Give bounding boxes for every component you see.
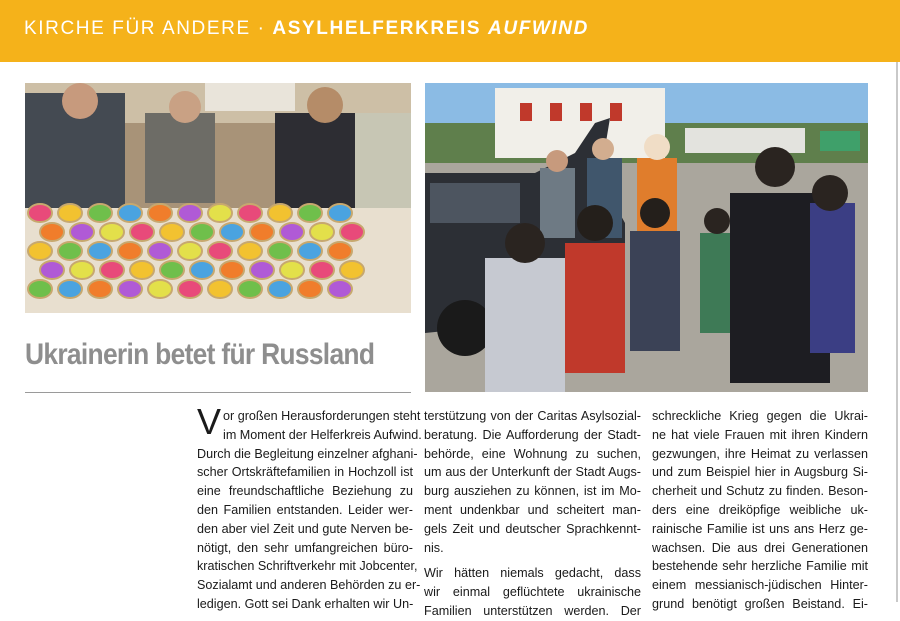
- basket-shape: [328, 280, 352, 298]
- basket-shape: [178, 280, 202, 298]
- drop-cap: V: [197, 401, 222, 442]
- text-line: einem messianisch-jüdischen Hinter-: [652, 578, 868, 593]
- basket-shape: [118, 242, 142, 260]
- text-line: kratischen Schriftverkehr mit Jobcenter,: [197, 559, 418, 574]
- basket-shape: [178, 204, 202, 222]
- basket-shape: [70, 261, 94, 279]
- text-line: ledigen. Gott sei Dank erhalten wir Un-: [197, 596, 414, 611]
- text-line: scher Ortskräftefamilien in Hochzoll ist: [197, 465, 413, 480]
- text-line: nis.: [424, 540, 444, 555]
- text-line: wir einmal geflüchtete ukrainische: [424, 585, 641, 600]
- basket-shape: [280, 261, 304, 279]
- article-column-3: [652, 407, 868, 614]
- article-column-1: [197, 401, 422, 614]
- children-car-illustration: [425, 83, 868, 392]
- text-line: gezwungen, ihre Heimat zu verlassen: [652, 446, 868, 461]
- article-headline: Ukrainerin betet für Russland: [25, 338, 375, 371]
- text-line: schreckliche Krieg gegen die Ukrai-: [652, 409, 868, 423]
- text-line: nötigt, den sehr umfangreichen büro-: [197, 540, 413, 555]
- basket-shape: [70, 223, 94, 241]
- basket-shape: [268, 204, 292, 222]
- basket-shape: [250, 261, 274, 279]
- text-line: und zum Beispiel hier in Augsburg Si-: [652, 465, 868, 480]
- basket-shape: [28, 204, 52, 222]
- basket-shape: [190, 223, 214, 241]
- easter-baskets-photo: [25, 83, 411, 313]
- basket-shape: [220, 223, 244, 241]
- basket-shape: [40, 261, 64, 279]
- basket-shape: [238, 242, 262, 260]
- text-line: im Moment der Helferkreis Aufwind.: [223, 427, 422, 442]
- basket-shape: [298, 204, 322, 222]
- basket-shape: [148, 204, 172, 222]
- basket-shape: [340, 261, 364, 279]
- header-part-kirche: KIRCHE FÜR ANDERE ·: [24, 18, 273, 39]
- basket-shape: [148, 242, 172, 260]
- text-line: den Familien entstanden. Leider wer-: [197, 502, 413, 517]
- basket-shape: [268, 242, 292, 260]
- page-edge-line: [896, 62, 898, 602]
- basket-shape: [148, 280, 172, 298]
- header-title: [24, 18, 589, 40]
- text-line: cherheit und Schutz zu finden. Beson-: [652, 484, 868, 499]
- basket-shape: [208, 280, 232, 298]
- text-line: Wir hätten niemals gedacht, dass: [424, 566, 641, 581]
- text-line: beratung. Die Aufforderung der Stadt-: [424, 427, 641, 442]
- basket-shape: [100, 223, 124, 241]
- basket-shape: [28, 242, 52, 260]
- basket-shape: [88, 280, 112, 298]
- text-line: Familien unterstützen werden. Der: [424, 603, 641, 618]
- text-line: grund benötigt großen Beistand. Ei-: [652, 596, 868, 611]
- text-line: terstützung von der Caritas Asylsozial-: [424, 409, 641, 423]
- basket-shape: [220, 261, 244, 279]
- children-car-photo: [425, 83, 868, 392]
- basket-shape: [208, 242, 232, 260]
- basket-shape: [118, 280, 142, 298]
- headline-rule: [25, 392, 411, 393]
- text-line: Durch die Begleitung einzelner afghani-: [197, 446, 418, 461]
- basket-shape: [160, 261, 184, 279]
- easter-baskets-illustration: [25, 83, 411, 313]
- basket-shape: [58, 204, 82, 222]
- basket-shape: [190, 261, 214, 279]
- article-column-2: [424, 407, 641, 621]
- text-line: rainische Familie ist uns ans Herz ge-: [652, 521, 868, 536]
- basket-shape: [238, 204, 262, 222]
- basket-shape: [298, 242, 322, 260]
- text-line: den aber viel Zeit und gute Nerven be-: [197, 521, 413, 536]
- basket-shape: [100, 261, 124, 279]
- header-part-aufwind: AUFWIND: [488, 18, 589, 39]
- text-line: Sozialamt und anderen Behörden zu er-: [197, 578, 421, 593]
- header-part-asylhelferkreis: ASYLHELFERKREIS: [272, 18, 489, 39]
- basket-shape: [130, 223, 154, 241]
- basket-shape: [88, 242, 112, 260]
- basket-shape: [310, 261, 334, 279]
- basket-shape: [280, 223, 304, 241]
- basket-shape: [328, 242, 352, 260]
- text-line: um aus der Unterkunft der Stadt Augs-: [424, 465, 641, 480]
- basket-shape: [118, 204, 142, 222]
- basket-shape: [208, 204, 232, 222]
- basket-shape: [298, 280, 322, 298]
- basket-shape: [40, 223, 64, 241]
- text-line: ders eine dreiköpfige weibliche uk-: [652, 502, 868, 517]
- text-line: bestehende sehr herzliche Familie mit: [652, 559, 868, 574]
- text-line: ne hat viele Frauen mit ihren Kindern: [652, 427, 868, 442]
- basket-shape: [88, 204, 112, 222]
- text-line: ment undenkbar und scheitert man-: [424, 502, 641, 517]
- text-line: behörde, eine Wohnung zu suchen,: [424, 446, 641, 461]
- basket-shape: [340, 223, 364, 241]
- header-banner: [0, 0, 900, 62]
- basket-shape: [160, 223, 184, 241]
- basket-shape: [250, 223, 274, 241]
- text-line: or großen Herausforderungen steht: [223, 409, 421, 423]
- basket-shape: [178, 242, 202, 260]
- basket-shape: [28, 280, 52, 298]
- basket-shape: [328, 204, 352, 222]
- basket-shape: [268, 280, 292, 298]
- basket-shape: [58, 280, 82, 298]
- basket-shape: [58, 242, 82, 260]
- text-line: burg ausziehen zu können, ist im Mo-: [424, 484, 641, 499]
- basket-shape: [238, 280, 262, 298]
- text-line: eine freundschaftliche Beziehung zu: [197, 484, 413, 499]
- text-line: gels Zeit und deutscher Sprachkennt-: [424, 521, 641, 536]
- basket-shape: [310, 223, 334, 241]
- text-line: wachsen. Die aus drei Generationen: [652, 540, 868, 555]
- basket-shape: [130, 261, 154, 279]
